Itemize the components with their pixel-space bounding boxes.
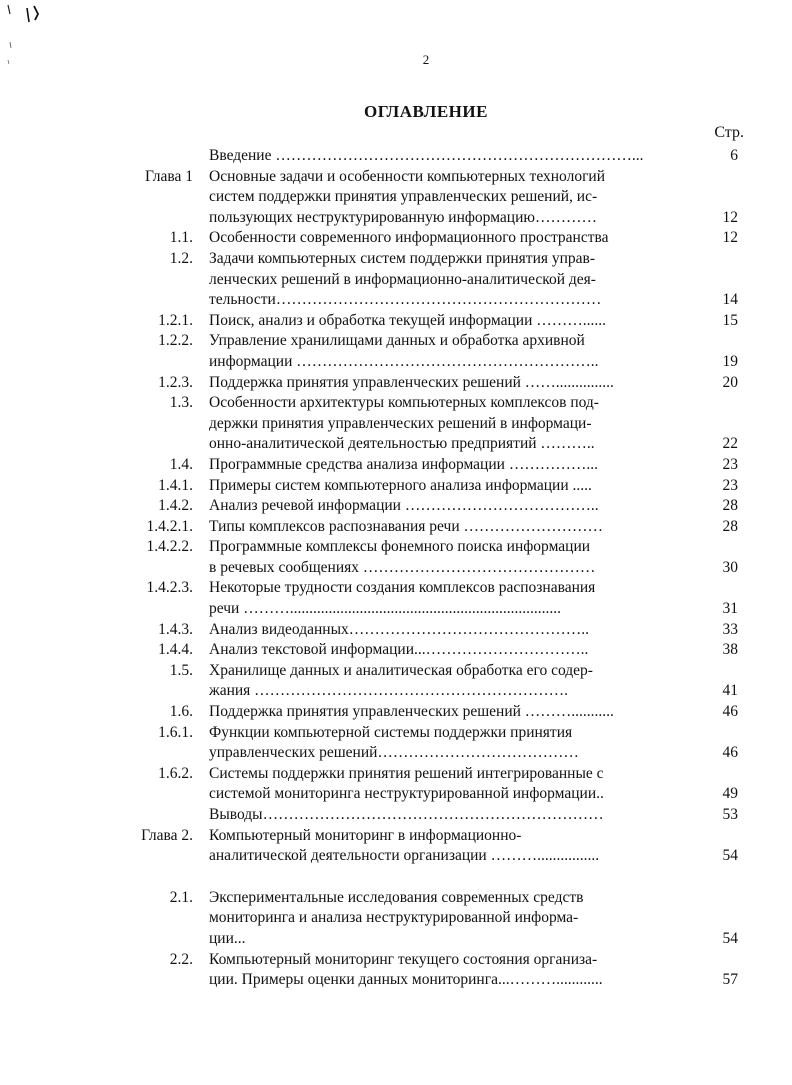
toc-entry-line: тельности……………………………………………………… [209,291,602,309]
toc-entry-line: Примеры систем компьютерного анализа информации ..... [209,476,592,494]
toc-entry-line: онно-аналитической деятельностью предприятий ……….. [209,435,595,453]
toc-entry-line: Основные задачи и особенности компьютерных технологий [209,167,606,185]
toc-entry-line: пользующих неструктурированную информацию………… [209,208,597,226]
toc-entry-number: 1.4.3. [158,620,193,638]
toc-entry-title [209,249,689,311]
toc-entry-title [209,764,689,805]
toc-entry-number: 2.1. [169,888,193,906]
toc-entry [0,331,792,372]
toc-entry-line: мониторинга и анализа неструктурированной информа- [209,909,579,927]
toc-entry-line: системой мониторинга неструктурированной информации.. [209,785,604,803]
toc-entry [0,764,792,805]
toc-entry-line: Поддержка принятия управленческих решений ………........... [209,703,614,721]
toc-entry-line: жания ……………………………………………………. [209,682,569,700]
toc-entry-title [209,476,689,497]
toc-entry-page: 54 [722,847,738,865]
toc-entry [0,496,792,517]
toc-entry [0,517,792,538]
toc-entry-page: 49 [722,785,738,803]
toc-entry-page: 15 [722,311,738,329]
toc-entry-line: Компьютерный мониторинг в информационно- [209,826,522,844]
toc-entry-number: 1.4.1. [158,476,193,494]
toc-entry [0,393,792,455]
toc-entry-title [209,167,689,229]
toc-entry-page: 41 [722,682,738,700]
toc-entry-line: Компьютерный мониторинг текущего состояния организа- [209,950,598,968]
toc-entry-page: 19 [722,352,738,370]
toc-entry-title [209,888,689,950]
toc-entry-number: 1.4.2. [158,497,193,515]
toc-entry [0,249,792,311]
toc-entry [0,167,792,229]
toc-entry-line: Поиск, анализ и обработка текущей информации ………...... [209,311,606,329]
toc-entry-line: Задачи компьютерных систем поддержки принятия управ- [209,249,596,267]
toc-entry-number: 1.3. [169,394,193,412]
toc-entry-line: Программные комплексы фонемного поиска информации [209,538,591,556]
toc-entry-title [209,661,689,702]
toc-entry-line: Поддержка принятия управленческих решений ……............... [209,373,614,391]
toc-entry [0,146,792,167]
toc-entry-line: держки принятия управленческих решений в информаци- [209,414,592,432]
toc-entry-number: 1.2. [169,249,193,267]
toc-entry-title [209,640,689,661]
toc-entry-title [209,393,689,455]
toc-entry-title [209,373,689,394]
toc-entry-line: Типы комплексов распознавания речи ……………………… [209,517,603,535]
toc-entry-page: 28 [722,517,738,535]
toc-entry-line: Экспериментальные исследования современных средств [209,888,584,906]
toc-entry-number: 1.4.2.2. [146,538,193,556]
toc-entry [0,228,792,249]
toc-entry-title [209,228,689,249]
toc-entry-line: Особенности архитектуры компьютерных комплексов под- [209,394,599,412]
page-column-header: Стр. [714,124,744,141]
toc-entry-line: ленческих решений в информационно-аналитической дея- [209,270,596,288]
toc-entry-title [209,826,689,867]
toc-entry [0,826,792,867]
toc-entry-page: 46 [722,744,738,762]
toc-entry-title [209,517,689,538]
toc-entry-number: 1.4.2.1. [146,517,193,535]
toc-entry-number: 1.4.4. [158,641,193,659]
toc-entry-line: Введение ……………………………………………………………... [209,147,644,164]
toc-entry-line: аналитической деятельности организации ………................ [209,847,600,865]
toc-entry-title [209,578,689,619]
toc-entry-page: 12 [722,208,738,226]
page-title: ОГЛАВЛЕНИЕ [364,102,488,121]
toc-entry-line: Некоторые трудности создания комплексов распознавания [209,579,596,597]
toc-entry-page: 23 [722,476,738,494]
scan-artifact-marks [0,0,60,80]
toc-entry-title [209,537,689,578]
toc-entry-number: 1.5. [169,661,193,679]
toc-entry-page: 46 [722,703,738,721]
toc-entry-title [209,311,689,332]
toc-entry-number: Глава 2. [141,826,193,844]
toc-entry-title [209,620,689,641]
toc-entry-line: Управление хранилищами данных и обработка архивной [209,332,585,350]
toc-entry-number: 1.4. [169,455,193,473]
toc-entry-number: 1.6.1. [158,723,193,741]
toc-entry-title [209,146,689,167]
toc-entry-page: 28 [722,497,738,515]
toc-entry-number: 1.2.3. [158,373,193,391]
toc-entry-page: 53 [722,806,738,823]
toc-entry [0,723,792,764]
toc-entry-title [209,950,689,991]
toc-entry [0,950,792,991]
toc-entry-number: Глава 1 [144,167,193,185]
toc-entry [0,476,792,497]
toc-entry [0,661,792,702]
toc-entry-page: 30 [722,558,738,576]
toc-entry-line: управленческих решений………………………………… [209,744,579,762]
table-of-contents [0,146,792,991]
toc-entry [0,311,792,332]
toc-entry-line: речи ………...................................................................... [209,600,561,618]
toc-entry-line: систем поддержки принятия управленческих решений, ис- [209,188,598,206]
toc-entry-page: 54 [722,929,738,947]
toc-entry [0,455,792,476]
toc-entry-title [209,702,689,723]
toc-entry-page: 38 [722,641,738,659]
toc-entry-line: Анализ текстовой информации...………………………….. [209,641,589,659]
toc-entry-line: Анализ речевой информации ……………………………….. [209,497,599,515]
toc-entry-title [209,723,689,764]
toc-entry-title [209,455,689,476]
toc-entry [0,373,792,394]
toc-entry-line: ции... [209,929,246,947]
toc-entry-line: информации ………………………………………………….. [209,352,599,370]
toc-entry-page: 12 [722,229,738,247]
toc-entry-page: 57 [722,971,738,989]
toc-entry-line: Программные средства анализа информации ……………... [209,455,598,473]
toc-entry-line: ции. Примеры оценки данных мониторинга...………............ [209,971,603,989]
toc-entry-title [209,805,689,826]
toc-entry-number: 1.6. [169,703,193,721]
toc-entry-line: Хранилище данных и аналитическая обработка его содер- [209,661,593,679]
toc-entry-line: Особенности современного информационного пространства [209,229,609,247]
toc-entry-page: 6 [730,147,738,164]
toc-entry-page: 14 [722,291,738,309]
toc-entry [0,578,792,619]
toc-entry-page: 31 [722,600,738,618]
toc-entry [0,805,792,826]
toc-entry [0,888,792,950]
toc-entry [0,702,792,723]
toc-entry-number: 1.2.2. [158,332,193,350]
toc-entry-title [209,331,689,372]
page-number: 2 [422,52,430,67]
toc-entry [0,640,792,661]
toc-entry-line: Системы поддержки принятия решений интегрированные с [209,764,604,782]
toc-entry-page: 23 [722,455,738,473]
toc-entry [0,620,792,641]
toc-entry-page: 20 [722,373,738,391]
toc-entry-page: 22 [722,435,738,453]
toc-entry-number: 2.2. [169,950,193,968]
toc-entry-number: 1.4.2.3. [146,579,193,597]
toc-entry-line: в речевых сообщениях ……………………………………… [209,558,596,576]
toc-entry-line: Выводы………………………………………………………… [209,806,604,823]
toc-entry [0,537,792,578]
toc-entry-number: 1.2.1. [158,311,193,329]
toc-entry-title [209,496,689,517]
toc-entry-number: 1.6.2. [158,764,193,782]
toc-entry-number: 1.1. [169,229,193,247]
toc-entry-line: Функции компьютерной системы поддержки принятия [209,723,573,741]
toc-entry-page: 33 [722,620,738,638]
toc-entry-line: Анализ видеоданных……………………………………….. [209,620,589,638]
